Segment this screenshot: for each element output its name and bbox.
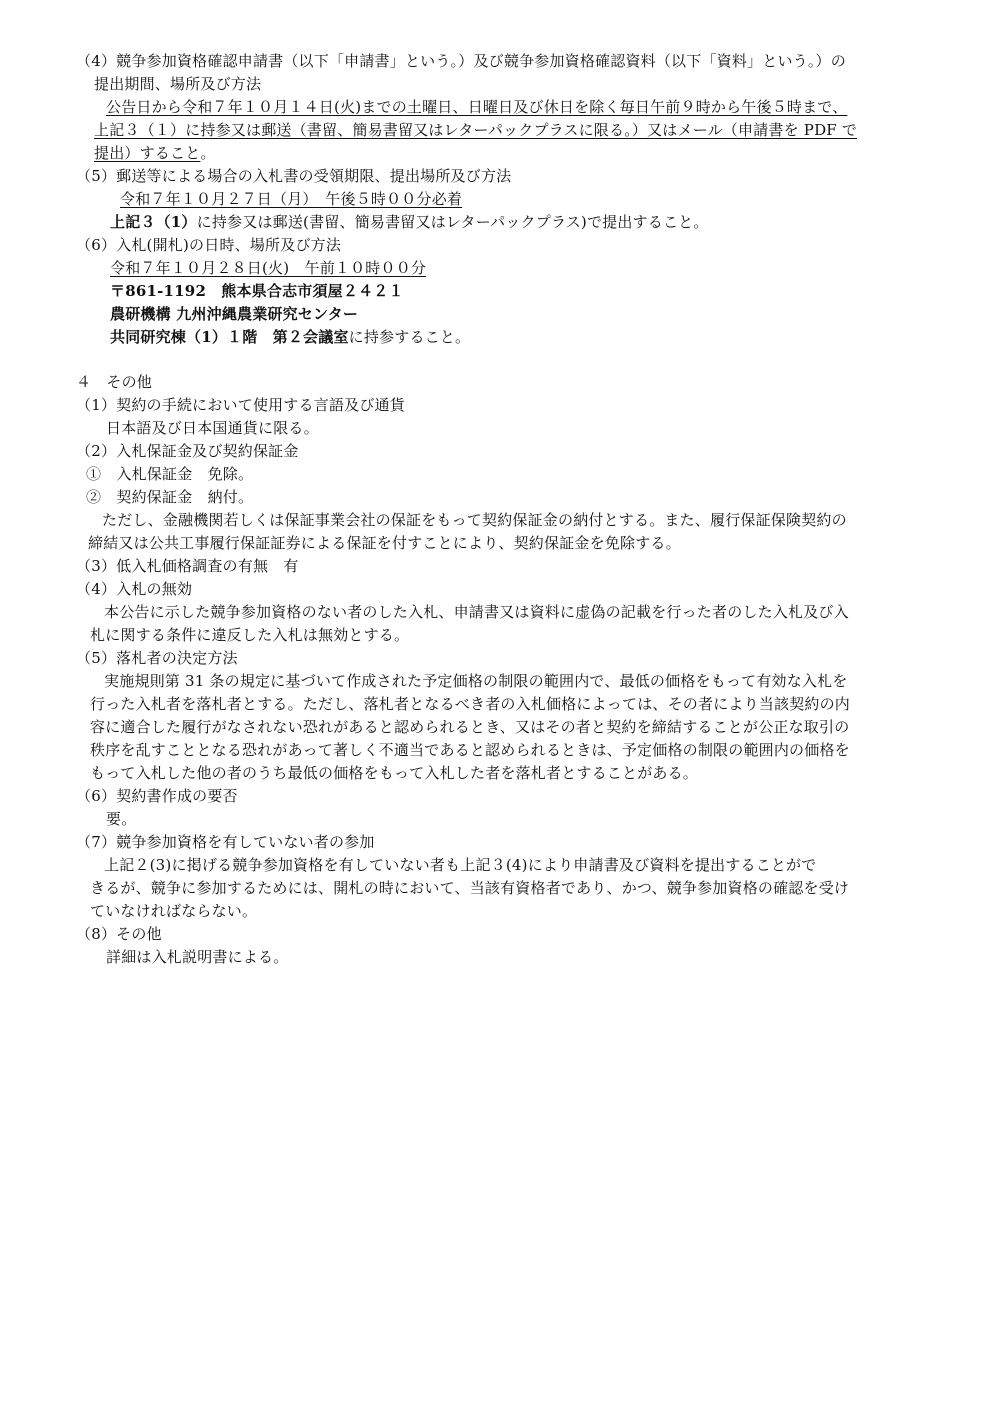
o5-body-line4: 秩序を乱すこととなる恐れがあって著しく不適当であると認められるときは、予定価格の制限の範囲内の価格を — [90, 741, 850, 759]
o2-heading: （2）入札保証金及び契約保証金 — [76, 442, 299, 460]
s4-method-end — [94, 142, 216, 165]
o6-heading: （6）契約書作成の要否 — [76, 787, 238, 805]
o2-item-contract-bond: ② 契約保証金 納付。 — [86, 488, 254, 506]
o5-body-line1: 実施規則第 31 条の規定に基づいて作成された予定価格の制限の範囲内で、最低の価格をもって有効な入札を — [104, 672, 848, 690]
s4-heading: （4）競争参加資格確認申請書（以下「申請書」という。）及び競争参加資格確認資料（以下「資料」という。）の — [76, 52, 846, 70]
o7-body-line3: ていなければならない。 — [90, 902, 258, 920]
o7-heading: （7）競争参加資格を有していない者の参加 — [76, 833, 375, 851]
o2-body-line1: ただし、金融機関若しくは保証事業会社の保証をもって契約保証金の納付とする。また、履行保証保険契約の — [102, 511, 847, 529]
o4-body-line1: 本公告に示した競争参加資格のない者のした入札、申請書又は資料に虚偽の記載を行った者のした入札及び入 — [104, 603, 849, 621]
o7-body-line2: きるが、競争に参加するためには、開札の時において、当該有資格者であり、かつ、競争参加資格の確認を受け — [90, 879, 850, 897]
o6-body: 要。 — [106, 810, 137, 828]
s5-heading: （5）郵送等による場合の入札書の受領期限、提出場所及び方法 — [76, 167, 512, 185]
s6-room — [110, 326, 470, 349]
o8-heading: （8）その他 — [76, 925, 162, 943]
s6-organization: 農研機構 九州沖縄農業研究センター — [110, 305, 359, 323]
o1-body: 日本語及び日本国通貨に限る。 — [106, 419, 319, 437]
s6-heading: （6）入札(開札)の日時、場所及び方法 — [76, 236, 342, 254]
o1-heading: （1）契約の手続において使用する言語及び通貨 — [76, 396, 405, 414]
s6-room-name: 共同研究棟（1）１階 第２会議室 — [110, 328, 349, 346]
s4-heading-cont: 提出期間、場所及び方法 — [94, 75, 262, 93]
o2-body-line2: 締結又は公共工事履行保証証券による保証を付すことにより、契約保証金を免除する。 — [88, 534, 681, 552]
o8-body: 詳細は入札説明書による。 — [106, 948, 289, 966]
o7-body-line1: 上記２(3)に掲げる競争参加資格を有していない者も上記３(4)により申請書及び資料を提出することがで — [104, 856, 817, 874]
o2-item-bid-bond: ① 入札保証金 免除。 — [86, 465, 254, 483]
o3-heading: （3）低入札価格調査の有無 有 — [76, 557, 299, 575]
section-4-title: ４ その他 — [76, 373, 153, 391]
s4-method-end-period: 。 — [200, 144, 216, 162]
s5-place — [110, 211, 709, 234]
s6-room-rest: に持参すること。 — [348, 328, 471, 346]
s4-method-line: 上記３（１）に持参又は郵送（書留、簡易書留又はレターパックプラスに限る。）又はメール（申請書を PDF で — [94, 121, 858, 139]
s6-address: 〒861-1192 熊本県合志市須屋２４２１ — [110, 282, 404, 300]
o4-body-line2: 札に関する条件に違反した入札は無効とする。 — [90, 626, 410, 644]
s5-place-rest: に持参又は郵送(書留、簡易書留又はレターパックプラス)で提出すること。 — [196, 213, 709, 231]
s4-period-line: 公告日から令和７年１０月１４日(火)までの土曜日、日曜日及び休日を除く毎日午前９時から午後５時まで、 — [106, 98, 848, 116]
s5-place-ref: 上記３（1） — [110, 213, 197, 231]
o5-body-line3: 容に適合した履行がなされない恐れがあると認められるとき、又はその者と契約を締結することが公正な取引の — [90, 718, 850, 736]
o5-body-line5: もって入札した他の者のうち最低の価格をもって入札した者を落札者とすることがある。 — [90, 764, 699, 782]
o5-heading: （5）落札者の決定方法 — [76, 649, 238, 667]
s6-datetime: 令和７年１０月２８日(火) 午前１０時００分 — [110, 259, 427, 277]
o4-heading: （4）入札の無効 — [76, 580, 193, 598]
s5-deadline: 令和７年１０月２７日（月） 午後５時００分必着 — [120, 190, 463, 208]
s4-method-end-underlined: 提出）すること — [94, 144, 201, 162]
o5-body-line2: 行った入札者を落札者とする。ただし、落札者となるべき者の入札価格によっては、その者により当該契約の内 — [90, 695, 851, 713]
